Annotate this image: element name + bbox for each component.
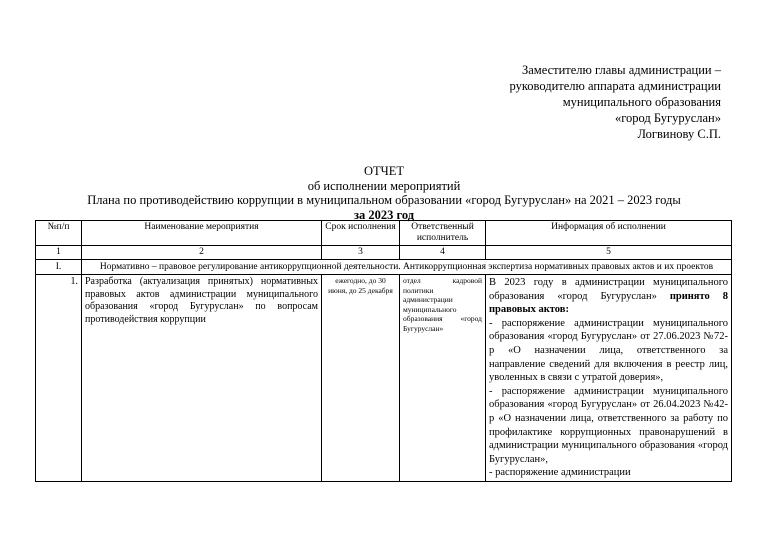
header-responsible: Ответственный исполнитель — [400, 221, 486, 246]
info-intro: В 2023 году в администрации муниципального образования «город Бугуруслан» — [489, 277, 728, 302]
column-number: 3 — [322, 246, 400, 260]
info-item: - распоряжение администрации муниципального образования «город Бугуруслан» от 26.04.2023 №42-р «О назначении лица, ответственного за работу по профилактике коррупционных правонарушений в администрации муниципального образования «город Бугуруслан», — [489, 385, 728, 465]
report-table — [35, 220, 732, 482]
report-title-block — [0, 164, 768, 222]
report-period: за 2023 год — [353, 207, 415, 222]
column-number: 5 — [486, 246, 732, 260]
header-number: №п/п — [36, 221, 82, 246]
header-info: Информация об исполнении — [486, 221, 732, 246]
addressee-block — [391, 62, 721, 142]
row-number: 1. — [36, 275, 82, 482]
column-number: 4 — [400, 246, 486, 260]
row-deadline: ежегодно, до 30 июня, до 25 декабря — [322, 275, 400, 482]
row-activity: Разработка (актуализация принятых) нормативных правовых актов администрации муниципального образования «город Бугуруслан» по вопросам противодействия коррупции — [82, 275, 322, 482]
section-row — [36, 260, 732, 275]
addressee-line: «город Бугуруслан» — [614, 111, 721, 125]
info-bold: принято 8 правовых актов: — [489, 290, 728, 316]
report-title: ОТЧЕТ — [363, 164, 405, 178]
addressee-line: Заместителю главы администрации – — [522, 63, 721, 77]
table-header-row — [36, 221, 732, 246]
header-activity: Наименование мероприятия — [82, 221, 322, 246]
column-numbers-row — [36, 246, 732, 260]
addressee-line: руководителю аппарата администрации — [509, 79, 721, 93]
section-number: I. — [36, 260, 82, 275]
header-deadline: Срок исполнения — [322, 221, 400, 246]
column-number: 2 — [82, 246, 322, 260]
row-info — [486, 275, 732, 482]
report-plan-name: Плана по противодействию коррупции в муниципальном образовании «город Бугуруслан» на 2021 – 2023 годы — [87, 193, 681, 207]
section-title: Нормативно – правовое регулирование антикоррупционной деятельности. Антикоррупционная экспертиза нормативных правовых актов и их проектов — [82, 260, 732, 275]
addressee-line: муниципального образования — [562, 95, 721, 109]
addressee-name: Логвинову С.П. — [637, 127, 721, 141]
table-row — [36, 275, 732, 482]
row-responsible: отдел кадровой политики администрации муниципального образования «город Бугуруслан» — [400, 275, 486, 482]
info-item: - распоряжение администрации муниципального образования «город Бугуруслан» от 27.06.2023 №72-р «О назначении лица, ответственного за направление сведений для включения в реестр лиц, уволенных в связи с утратой доверия», — [489, 317, 728, 384]
report-subtitle: об исполнении мероприятий — [307, 178, 461, 193]
column-number: 1 — [36, 246, 82, 260]
info-item: - распоряжение администрации — [489, 467, 631, 479]
